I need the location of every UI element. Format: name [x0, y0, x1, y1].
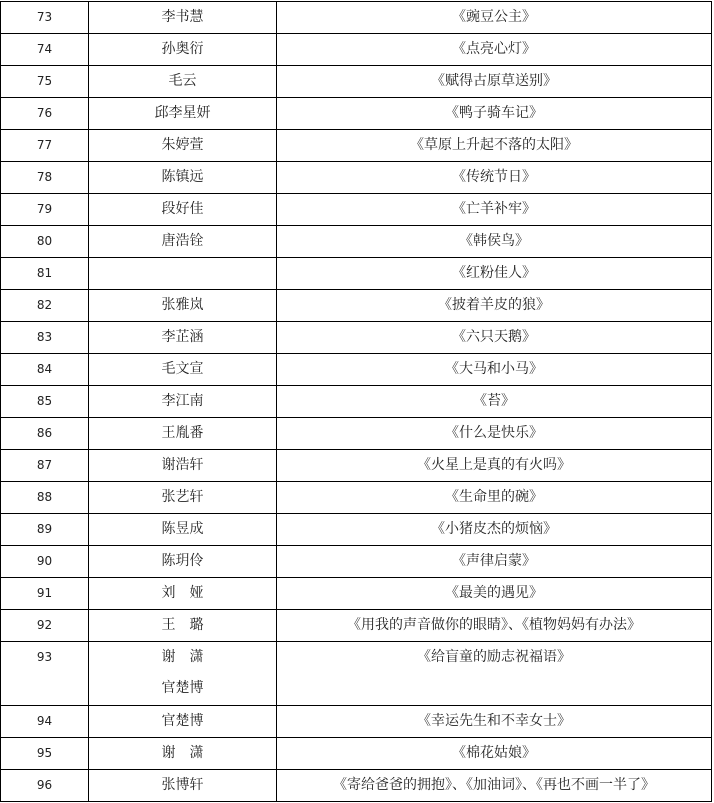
row-number: 91: [1, 578, 89, 610]
row-number: 96: [1, 770, 89, 802]
performer-cell: 毛文宣: [89, 354, 277, 386]
row-number: 73: [1, 2, 89, 34]
row-number: 87: [1, 450, 89, 482]
table-row: [1, 514, 712, 546]
table-row: [1, 386, 712, 418]
program-title: 《寄给爸爸的拥抱》、《加油词》、《再也不画一半了》: [277, 770, 712, 802]
row-number: 95: [1, 738, 89, 770]
program-title: 《六只天鹅》: [277, 322, 712, 354]
program-title: 《传统节日》: [277, 162, 712, 194]
table-row: [1, 322, 712, 354]
row-number: 81: [1, 258, 89, 290]
performer-cell: 谢 潇: [89, 738, 277, 770]
performer-cell: 朱婷萱: [89, 130, 277, 162]
table-row: [1, 258, 712, 290]
row-number: 74: [1, 34, 89, 66]
program-title: 《韩侯鸟》: [277, 226, 712, 258]
program-title: 《棉花姑娘》: [277, 738, 712, 770]
performer-cell: [89, 258, 277, 290]
performer-cell: 刘 娅: [89, 578, 277, 610]
table-row: [1, 290, 712, 322]
table-row: [1, 66, 712, 98]
table-row: [1, 706, 712, 738]
table-row: [1, 450, 712, 482]
performer-cell: 陈玥伶: [89, 546, 277, 578]
table-row: [1, 34, 712, 66]
row-number: 85: [1, 386, 89, 418]
row-number: 93: [1, 642, 89, 706]
performer-cell: 陈昱成: [89, 514, 277, 546]
table-row: [1, 98, 712, 130]
performer-cell: 张博轩: [89, 770, 277, 802]
table-row: [1, 738, 712, 770]
table-row: [1, 610, 712, 642]
table-row: [1, 770, 712, 802]
performer-cell: 李书慧: [89, 2, 277, 34]
row-number: 83: [1, 322, 89, 354]
table-row: [1, 130, 712, 162]
performer-cell: 王胤番: [89, 418, 277, 450]
program-title: 《亡羊补牢》: [277, 194, 712, 226]
performer-cell: 毛云: [89, 66, 277, 98]
row-number: 89: [1, 514, 89, 546]
performer-cell: 李江南: [89, 386, 277, 418]
row-number: 78: [1, 162, 89, 194]
program-title: 《点亮心灯》: [277, 34, 712, 66]
table-row: [1, 354, 712, 386]
table-row: [1, 162, 712, 194]
table-row: [1, 482, 712, 514]
performer-cell: 官楚博: [89, 706, 277, 738]
program-title: 《赋得古原草送别》: [277, 66, 712, 98]
row-number: 80: [1, 226, 89, 258]
row-number: 90: [1, 546, 89, 578]
program-title: 《披着羊皮的狼》: [277, 290, 712, 322]
performer-name: 谢 潇: [161, 649, 204, 665]
program-title: 《火星上是真的有火吗》: [277, 450, 712, 482]
table-row: [1, 226, 712, 258]
performer-cell: 李芷涵: [89, 322, 277, 354]
program-title: 《生命里的碗》: [277, 482, 712, 514]
program-title: 《用我的声音做你的眼睛》、《植物妈妈有办法》: [277, 610, 712, 642]
program-title: 《最美的遇见》: [277, 578, 712, 610]
row-number: 79: [1, 194, 89, 226]
program-title: 《豌豆公主》: [277, 2, 712, 34]
table-row: [1, 546, 712, 578]
table-row: [1, 194, 712, 226]
table-row: [1, 2, 712, 34]
program-title: 《苔》: [277, 386, 712, 418]
program-title: 《幸运先生和不幸女士》: [277, 706, 712, 738]
program-title: 《声律启蒙》: [277, 546, 712, 578]
performer-cell: 张雅岚: [89, 290, 277, 322]
performer-name: 官楚博: [161, 680, 204, 696]
row-number: 88: [1, 482, 89, 514]
performer-cell: 陈镇远: [89, 162, 277, 194]
table-row: [1, 578, 712, 610]
program-title: 《什么是快乐》: [277, 418, 712, 450]
table-row: [1, 418, 712, 450]
table-row: [1, 642, 712, 706]
row-number: 84: [1, 354, 89, 386]
performer-cell: 谢浩轩: [89, 450, 277, 482]
program-title: 《大马和小马》: [277, 354, 712, 386]
row-number: 76: [1, 98, 89, 130]
performer-cell: 王 璐: [89, 610, 277, 642]
program-title: 《红粉佳人》: [277, 258, 712, 290]
performer-cell: 唐浩铨: [89, 226, 277, 258]
row-number: 94: [1, 706, 89, 738]
row-number: 75: [1, 66, 89, 98]
program-title: 《小猪皮杰的烦恼》: [277, 514, 712, 546]
program-table: [0, 1, 712, 802]
performer-cell: [89, 642, 277, 706]
row-number: 77: [1, 130, 89, 162]
performer-cell: 张艺轩: [89, 482, 277, 514]
program-title: 《草原上升起不落的太阳》: [277, 130, 712, 162]
performer-cell: 孙奥衍: [89, 34, 277, 66]
program-title: 《给盲童的励志祝福语》: [277, 642, 712, 706]
program-title: 《鸭子骑车记》: [277, 98, 712, 130]
performer-cell: 段好佳: [89, 194, 277, 226]
row-number: 82: [1, 290, 89, 322]
performer-cell: 邱李星妍: [89, 98, 277, 130]
row-number: 86: [1, 418, 89, 450]
row-number: 92: [1, 610, 89, 642]
